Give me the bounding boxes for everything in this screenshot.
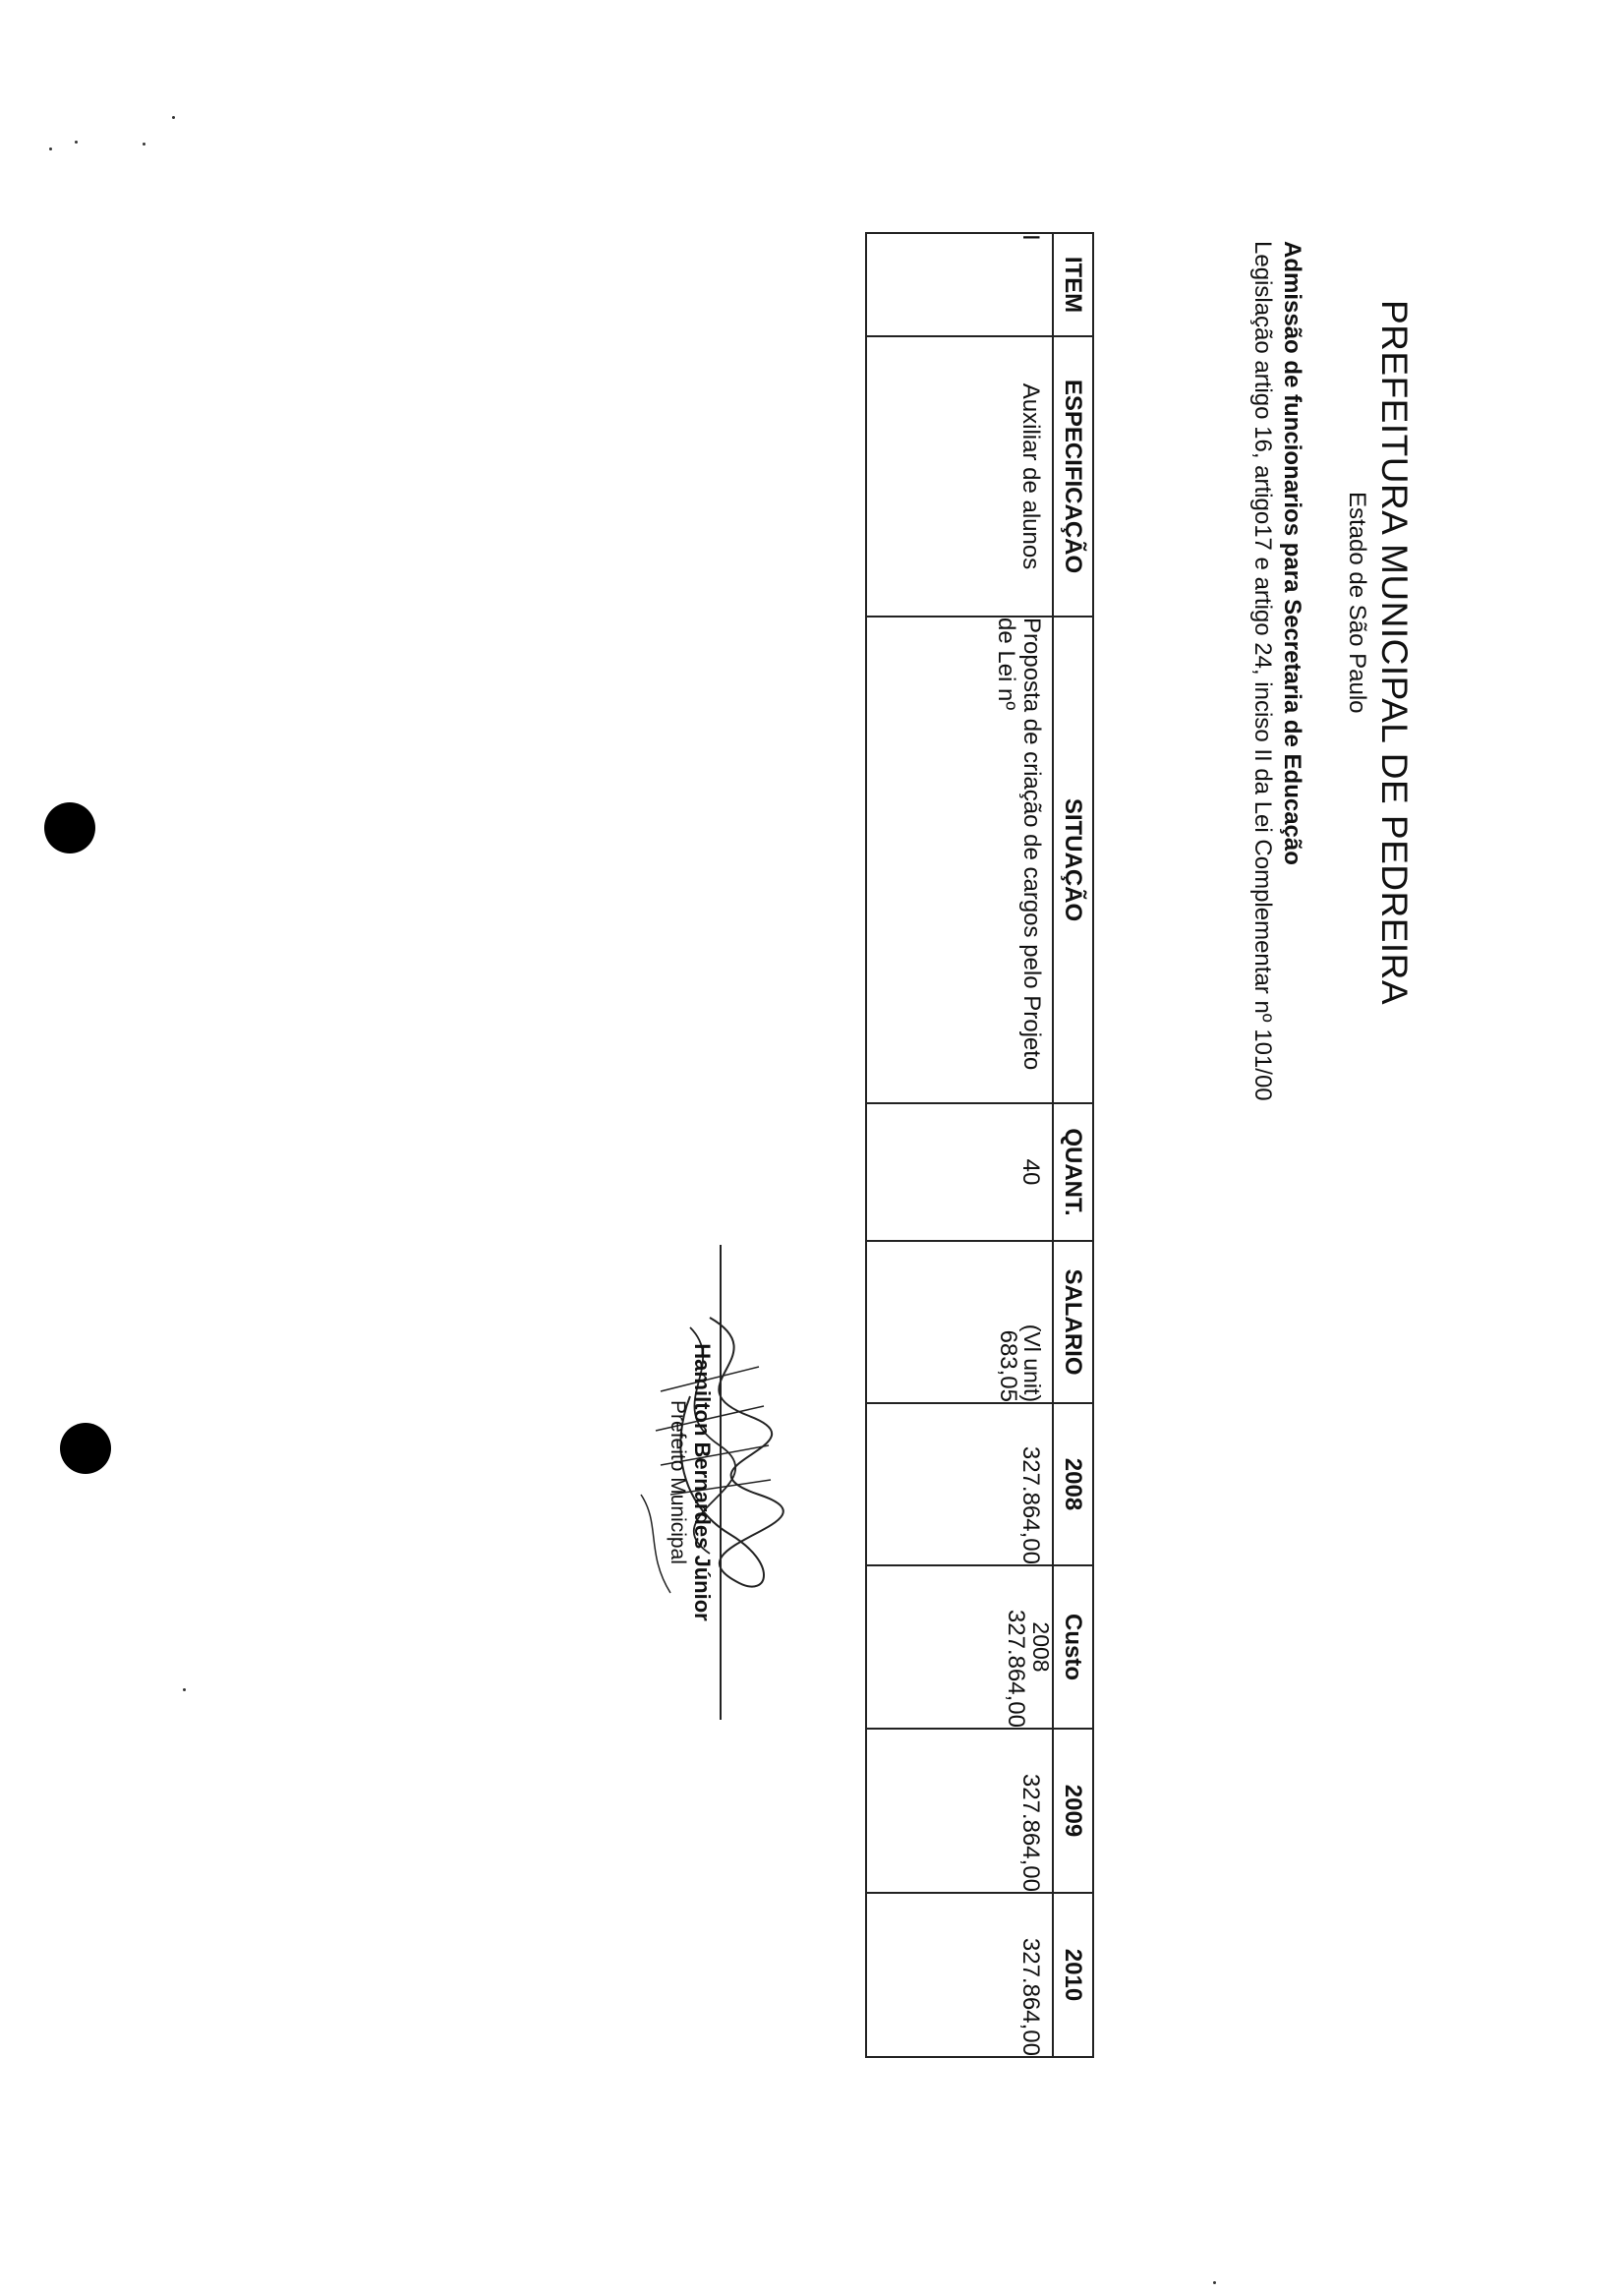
table-header-row bbox=[1053, 233, 1093, 2057]
cell-especificacao: Auxiliar de alunos bbox=[866, 336, 1053, 617]
cell-situacao: Proposta de criação de cargos pelo Projeto de Lei nº bbox=[866, 617, 1053, 1103]
header-2010: 2010 bbox=[1053, 1893, 1093, 2057]
signatory-role: Prefeito Municipal bbox=[667, 1400, 689, 1564]
header-salario: SALARIO bbox=[1053, 1241, 1093, 1403]
header-quant: QUANT. bbox=[1053, 1103, 1093, 1241]
custo-year-label: 2008 bbox=[1028, 1621, 1054, 1673]
header-especificacao: ESPECIFICAÇÃO bbox=[1053, 336, 1093, 617]
cell-2008: 327.864,00 bbox=[866, 1403, 1053, 1565]
custo-value: 327.864,00 bbox=[1003, 1609, 1029, 1728]
cell-custo bbox=[866, 1565, 1053, 1729]
cell-salario bbox=[866, 1241, 1053, 1403]
cell-2009: 327.864,00 bbox=[866, 1729, 1053, 1893]
salario-unit-label: (Vl unit) bbox=[1019, 1323, 1045, 1402]
table-row bbox=[866, 233, 1053, 2057]
section-heading: Admissão de funcionarios para Secretaria de Educação bbox=[1279, 241, 1305, 865]
header-2008: 2008 bbox=[1053, 1403, 1093, 1565]
staffing-cost-table bbox=[865, 232, 1094, 2058]
page-title: PREFEITURA MUNICIPAL DE PEDREIRA bbox=[1374, 300, 1415, 1006]
header-situacao: SITUAÇÃO bbox=[1053, 617, 1093, 1103]
header-2009: 2009 bbox=[1053, 1729, 1093, 1893]
cell-quant: 40 bbox=[866, 1103, 1053, 1241]
cell-item: I bbox=[866, 233, 1053, 336]
header-custo: Custo bbox=[1053, 1565, 1093, 1729]
signature-line bbox=[720, 1245, 722, 1720]
signatory-name: Hamilton Bernardes Júnior bbox=[690, 1343, 715, 1621]
header-item: ITEM bbox=[1053, 233, 1093, 336]
page-subtitle: Estado de São Paulo bbox=[1344, 492, 1370, 714]
legislation-text: Legislação artigo 16, artigo17 e artigo 24, inciso II da Lei Complementar nº 101/00 bbox=[1249, 241, 1276, 1101]
salario-value: 683,05 bbox=[994, 1329, 1021, 1402]
cell-2010: 327.864,00 bbox=[866, 1893, 1053, 2057]
